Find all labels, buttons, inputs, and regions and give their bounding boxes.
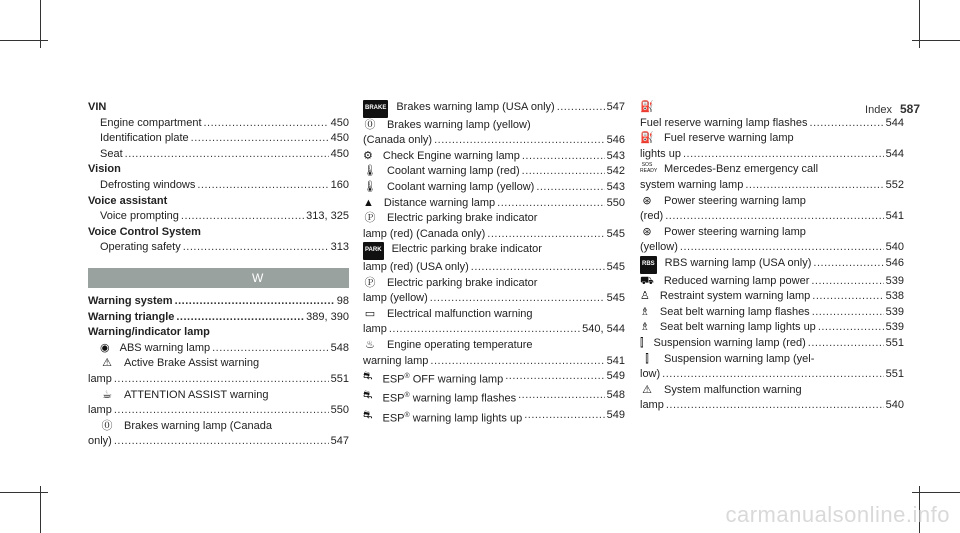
index-entry[interactable]: ♙ Restraint system warning lamp ..... 538: [640, 289, 904, 305]
brake-assist-icon: ⚠: [102, 357, 112, 370]
esp-icon: ⛐: [363, 408, 373, 421]
reduced-power-icon: ⛟: [640, 274, 654, 287]
index-entry-line: PARK Electric parking brake indicator: [363, 242, 625, 260]
engine-temp-icon: ♨: [365, 338, 375, 351]
index-entry-line: ♨ Engine operating temperature: [363, 338, 625, 354]
index-entry[interactable]: (red) ..... 541: [640, 209, 904, 225]
index-entry[interactable]: Warning triangle ..... 389, 390: [88, 310, 349, 326]
index-entry[interactable]: ⛐ ESP® OFF warning lamp ..... 549: [363, 369, 625, 388]
index-heading: Voice Control System: [88, 225, 201, 238]
index-entry-line: ⓪ Brakes warning lamp (yellow): [363, 118, 625, 134]
watermark: carmanualsonline.info: [725, 502, 950, 527]
index-entry-line: Ⓟ Electric parking brake indicator: [363, 276, 625, 292]
index-entry[interactable]: ⫿ Suspension warning lamp (red) ..... 551: [640, 336, 904, 352]
index-entry[interactable]: Voice prompting ..... 313, 325: [88, 209, 349, 225]
sos-ready-icon: SOS READY: [640, 162, 658, 175]
index-entry[interactable]: Defrosting windows ..... 160: [88, 178, 349, 194]
thermometer-icon: 🌡: [363, 180, 377, 193]
index-column-1: [88, 100, 349, 450]
rbs-badge-icon: RBS: [640, 256, 657, 274]
crop-mark: [0, 40, 48, 41]
index-heading: Vision: [88, 163, 121, 176]
suspension-icon: ⫿: [645, 352, 649, 365]
header-title: Index: [865, 104, 892, 116]
index-entry[interactable]: Fuel reserve warning lamp flashes ..... 544: [640, 116, 904, 132]
index-entry[interactable]: ⚙ Check Engine warning lamp ..... 543: [363, 149, 625, 165]
index-entry[interactable]: warning lamp ..... 541: [363, 354, 625, 370]
index-entry[interactable]: lights up ..... 544: [640, 147, 904, 163]
steering-wheel-icon: ⊛: [642, 225, 652, 238]
index-entry[interactable]: Engine compartment ..... 450: [88, 116, 349, 132]
engine-icon: ⚙: [363, 149, 373, 162]
index-entry[interactable]: BRAKE Brakes warning lamp (USA only) ..... 547: [363, 100, 625, 118]
index-entry[interactable]: Operating safety ..... 313: [88, 240, 349, 256]
index-entry[interactable]: Identification plate ..... 450: [88, 131, 349, 147]
index-entry-line: ▭ Electrical malfunction warning: [363, 307, 625, 323]
page-number: 587: [899, 102, 920, 116]
index-entry[interactable]: lamp ..... 550: [88, 403, 349, 419]
brake-circle-icon: ⓪: [101, 419, 113, 432]
suspension-icon: ⫿: [640, 336, 644, 349]
fuel-pump-icon: ⛽: [640, 132, 654, 145]
letter-band: W: [88, 268, 349, 288]
index-entry[interactable]: Seat ..... 450: [88, 147, 349, 163]
index-heading: VIN: [88, 101, 107, 113]
coffee-cup-icon: ☕: [102, 388, 112, 401]
index-entry[interactable]: ◉ ABS warning lamp ..... 548: [88, 341, 349, 357]
battery-icon: ▭: [364, 307, 376, 320]
distance-car-icon: ▲: [363, 196, 374, 209]
index-entry[interactable]: ♗ Seat belt warning lamp lights up ..... 539: [640, 320, 904, 336]
index-entry[interactable]: (yellow) ..... 540: [640, 240, 904, 256]
index-entry[interactable]: system warning lamp ..... 552: [640, 178, 904, 194]
index-entry[interactable]: lamp (red) (Canada only) ..... 545: [363, 227, 625, 243]
index-entry-line: ☕ ATTENTION ASSIST warning: [88, 388, 349, 404]
crop-mark: [40, 486, 41, 533]
index-entry-line: ⚠ System malfunction warning: [640, 383, 904, 399]
index-entry[interactable]: ⛐ ESP® warning lamp lights up ..... 549: [363, 408, 625, 427]
parking-brake-icon: Ⓟ: [364, 212, 376, 225]
index-entry-line: SOS READY Mercedes-Benz emergency call: [640, 162, 819, 176]
index-entry[interactable]: lamp (yellow) ..... 545: [363, 291, 625, 307]
index-entry-line: ⚠ Active Brake Assist warning: [88, 356, 349, 372]
index-entry[interactable]: lamp ..... 551: [88, 372, 349, 388]
index-entry[interactable]: (Canada only) ..... 546: [363, 133, 625, 149]
index-entry[interactable]: ⛐ ESP® warning lamp flashes ..... 548: [363, 388, 625, 407]
thermometer-icon: 🌡: [363, 165, 377, 178]
index-entry[interactable]: only) ..... 547: [88, 434, 349, 450]
fuel-pump-icon: ⛽: [640, 101, 654, 113]
airbag-icon: ♙: [640, 290, 650, 303]
parking-brake-icon: Ⓟ: [364, 276, 376, 289]
system-malfunction-icon: ⚠: [642, 383, 652, 396]
index-entry[interactable]: 🌡 Coolant warning lamp (red) ..... 542: [363, 164, 625, 180]
index-entry[interactable]: low) ..... 551: [640, 367, 904, 383]
index-entry-line: Ⓟ Electric parking brake indicator: [363, 211, 625, 227]
seat-belt-icon: ♗: [640, 305, 650, 318]
index-entry[interactable]: lamp ..... 540: [640, 398, 904, 414]
index-entry[interactable]: lamp (red) (USA only) ..... 545: [363, 260, 625, 276]
index-entry[interactable]: lamp ..... 540, 544: [363, 322, 625, 338]
index-entry[interactable]: ⛟ Reduced warning lamp power ..... 539: [640, 274, 904, 290]
index-entry[interactable]: RBS RBS warning lamp (USA only) ..... 546: [640, 256, 904, 274]
seat-belt-icon: ♗: [640, 321, 650, 334]
index-entry[interactable]: ♗ Seat belt warning lamp flashes ..... 539: [640, 305, 904, 321]
abs-icon: ◉: [100, 341, 110, 354]
index-entry[interactable]: Warning system ..... 98: [88, 294, 349, 310]
crop-mark: [912, 492, 960, 493]
index-entry-line: ⛽ Fuel reserve warning lamp: [640, 131, 904, 147]
index-entry-line: ⊛ Power steering warning lamp: [640, 194, 904, 210]
index-entry-line: ⫿ Suspension warning lamp (yel-: [640, 352, 904, 368]
index-entry-line: ⓪ Brakes warning lamp (Canada: [88, 419, 349, 435]
brake-badge-icon: BRAKE: [363, 100, 388, 118]
esp-off-icon: ⛐: [363, 370, 373, 383]
crop-mark: [0, 492, 48, 493]
index-heading: Voice assistant: [88, 194, 168, 207]
index-entry-line: ⊛ Power steering warning lamp: [640, 225, 904, 241]
index-entry-line: [640, 100, 904, 116]
index-heading: Warning/indicator lamp: [88, 326, 210, 339]
steering-wheel-icon: ⊛: [642, 194, 652, 207]
crop-mark: [912, 40, 960, 41]
index-column-2: [363, 100, 625, 427]
index-column-3: [640, 100, 904, 414]
index-entry[interactable]: 🌡 Coolant warning lamp (yellow) ..... 543: [363, 180, 625, 196]
brake-circle-icon: ⓪: [364, 118, 376, 131]
esp-icon: ⛐: [363, 389, 373, 402]
park-badge-icon: PARK: [363, 242, 384, 260]
index-entry[interactable]: ▲ Distance warning lamp ..... 550: [363, 196, 625, 212]
